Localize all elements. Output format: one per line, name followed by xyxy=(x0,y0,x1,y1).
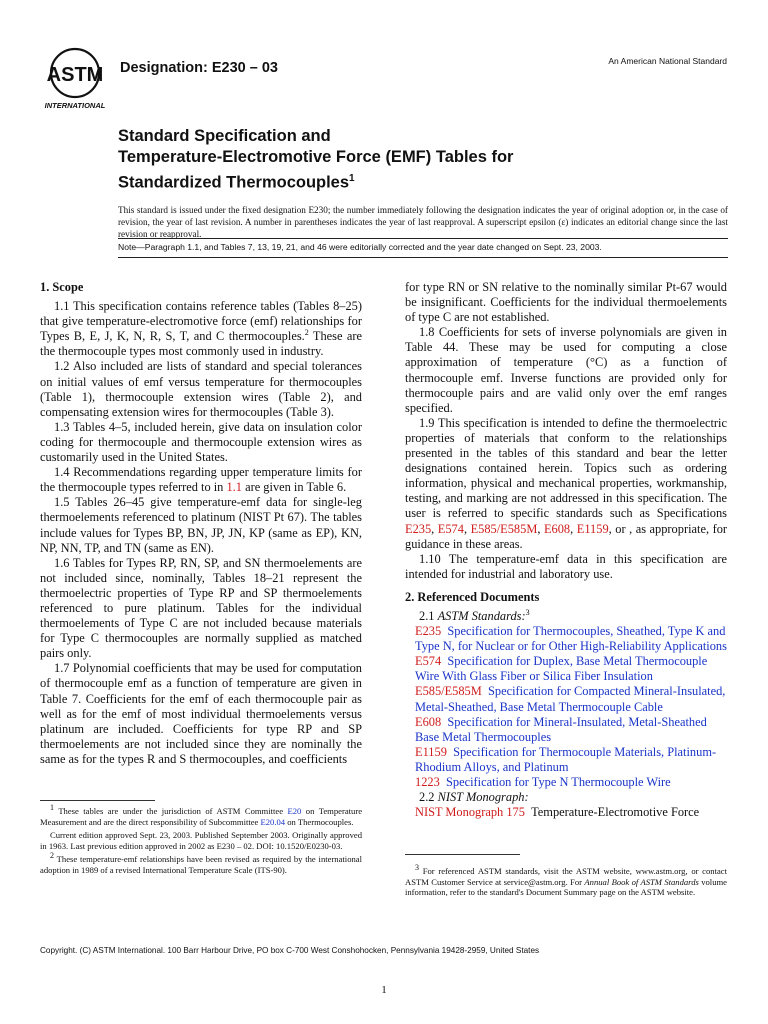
subsection-title: NIST Monograph: xyxy=(437,790,529,805)
title-line-1: Standard Specification and xyxy=(118,127,331,145)
paragraph-text: 1.9 This specification is intended to define the thermoelectric properties of materials that conform to the relationships presented in the tables of this standard and bear the letter designations contained herein. Topics such as ordering information, physical and mechanical properties, workmanship, testing, and marking are not addressed in this specification. The user is referred to specific standards such as Specifications xyxy=(405,415,727,521)
paragraph-text: 1.1 This specification contains reference tables (Tables 8–25) that give temperature-electromotive force (emf) relationships for Types B, E, J, K, N, R, S, T, and C thermocouples. xyxy=(40,299,362,344)
reference-item xyxy=(405,715,727,745)
reference-title-link[interactable]: Specification for Compacted Mineral-Insulated, Metal-Sheathed, Base Metal Thermocouple Cable xyxy=(415,684,726,714)
paragraph-1-5: 1.5 Tables 26–45 give temperature-emf data for single-leg thermoelements referenced to platinum (NIST Pt 67). The tables include values for Types BP, BN, JP, JN, KP (same as EP), KN, NP, NN, TP, and TN (same as EN). xyxy=(40,495,362,555)
ref-link-e235[interactable]: E235 xyxy=(405,521,432,536)
title-line-3 xyxy=(118,168,678,194)
subsection-title: ASTM Standards: xyxy=(437,608,526,623)
paragraph-number: 2.2 xyxy=(419,790,438,805)
divider xyxy=(118,257,728,258)
ref-link-e608[interactable]: E608 xyxy=(543,521,571,536)
footnote-italic-text: Annual Book of ASTM Standards xyxy=(584,876,699,887)
paragraph-text: , or , as appropriate, for guidance in these areas. xyxy=(405,521,728,551)
paragraph-1-1 xyxy=(40,299,362,359)
footnote-current-edition: Current edition approved Sept. 23, 2003. Published September 2003. Originally approved in 1963. Last previous edition approved in 2002 as E230 – 02. DOI: 10.1520/E0230-03. xyxy=(40,830,362,851)
paragraph-1-9: 1.9 This specification is intended to define the thermoelectric properties of materials that conform to the relationships presented in the tables of this standard and bear the letter designations contained herein. Topics such as ordering information, physical and mechanical properties, workmanship, testing, and marking are not addressed in this specification. The user is referred to specific standards such as Specifications E235, E574, E585/E585M, E608, E1159, or , as appropriate, for guidance in these areas. xyxy=(405,415,728,551)
paragraph-1-2: 1.2 Also included are lists of standard and special tolerances on initial values of emf versus temperature for thermocouples (Table 1), thermocouple extension wires (Table 2), and compensating extension wires for thermocouples (Table 3). xyxy=(40,359,362,419)
divider xyxy=(118,238,728,239)
paragraph-1-7: 1.7 Polynomial coefficients that may be used for computation of thermocouple emf as a function of temperature are given in Table 7. Coefficients for the emf of each thermocouple pair as well as for the emf of most individual thermoelements versus platinum are included. Coefficients for type RP and SP thermoelements are not included since they are nominally the same as for the types R and S thermocouples, and coefficients xyxy=(40,661,362,766)
reference-title-link[interactable]: Specification for Thermocouple Materials, Platinum-Rhodium Alloys, and Platinum xyxy=(415,744,717,774)
paragraph-1-3: 1.3 Tables 4–5, included herein, give data on insulation color coding for thermocouple and thermocouple extension wires as customarily used in the United States. xyxy=(40,419,362,465)
footnote-text: For referenced ASTM standards, visit the ASTM website, www.astm.org, or contact ASTM Customer Service at service@astm.org. For xyxy=(405,866,727,887)
title-footnote-marker: 1 xyxy=(349,173,355,184)
reference-item xyxy=(405,775,727,790)
ref-link-e585[interactable]: E585/E585M xyxy=(470,521,538,536)
footnote-2 xyxy=(40,851,362,875)
reference-item xyxy=(405,805,727,820)
footnote-marker: 3 xyxy=(415,863,419,873)
paragraph-2-2 xyxy=(405,790,727,805)
copyright-notice: Copyright. (C) ASTM International. 100 Barr Harbour Drive, PO box C-700 West Conshohocken, Pennsylvania 19428-2959, United States xyxy=(40,946,540,955)
american-national-standard: An American National Standard xyxy=(608,56,727,66)
ref-link-e574[interactable]: E574 xyxy=(437,521,464,536)
footnote-divider xyxy=(405,854,520,855)
reference-title-link[interactable]: Specification for Type N Thermocouple Wire xyxy=(445,775,671,789)
logo-text: ASTM xyxy=(46,64,104,86)
page-number: 1 xyxy=(381,984,387,996)
reference-title-link[interactable]: Specification for Thermocouples, Sheathed, Type K and Type N, for Nuclear or for Other High-Reliability Applications xyxy=(415,624,727,654)
footnote-text: volume information, refer to the standard's Document Summary page on the ASTM website. xyxy=(405,876,727,898)
section-heading-referenced-documents: 2. Referenced Documents xyxy=(405,589,540,604)
reference-title: Temperature-Electromotive Force xyxy=(531,805,700,820)
paragraph-text: are given in Table 6. xyxy=(241,480,347,495)
footnote-1 xyxy=(40,803,363,827)
reference-code-link[interactable]: 1223 xyxy=(415,775,440,789)
paragraph-1-8: 1.8 Coefficients for sets of inverse polynomials are given in Table 44. These may be used for computing a close approximation of temperature (°C) as a function of thermocouple emf. Inverse functions are provided only for thermocouple pairs and are valid only over the emf ranges specified. xyxy=(405,325,727,415)
footnote-3 xyxy=(405,863,727,898)
issuance-notice: This standard is issued under the fixed designation E230; the number immediately following the designation indicates the year of original adoption or, in the case of revision, the year of last revision. A number in parentheses indicates the year of last reapproval. A superscript epsilon (ε) indicates an editorial change since the last revision or reapproval. xyxy=(118,205,728,239)
reference-code-link[interactable]: E608 xyxy=(415,714,442,729)
paragraph-number: 2.1 xyxy=(419,608,438,623)
committee-link[interactable]: E20 xyxy=(287,806,302,816)
reference-title-link[interactable]: Specification for Mineral-Insulated, Metal-Sheathed Base Metal Thermocouples xyxy=(415,714,707,744)
left-column xyxy=(40,280,362,767)
footnote-divider xyxy=(40,800,155,801)
footnotes-right xyxy=(405,863,727,901)
paragraph-1-7-continued: for type RN or SN relative to the nominally similar Pt-67 would be insignificant. Coefficients for the individual thermoelements of type C are not established. xyxy=(405,280,727,325)
reference-code-link[interactable]: E574 xyxy=(415,654,442,669)
reference-code-link[interactable]: NIST Monograph 175 xyxy=(415,805,525,820)
paragraph-1-4 xyxy=(40,465,362,495)
paragraph-text: 1.4 Recommendations regarding upper temperature limits for the thermocouple types referred to in xyxy=(40,465,362,495)
right-column xyxy=(405,280,727,820)
designation: Designation: E230 – 03 xyxy=(120,60,278,76)
footnote-marker: 1 xyxy=(50,803,54,813)
section-link-1-1[interactable]: 1.1 xyxy=(226,480,242,495)
paragraph-text: These are the thermocouple types most commonly used in industry. xyxy=(40,329,362,359)
reference-item xyxy=(405,624,727,654)
paragraph-2-1 xyxy=(405,609,727,624)
footnote-marker: 2 xyxy=(304,328,309,338)
paragraph-1-10: 1.10 The temperature-emf data in this specification are intended for industrial and laboratory use. xyxy=(405,551,727,581)
astm-logo xyxy=(38,46,112,112)
reference-code-link[interactable]: E585/E585M xyxy=(415,684,482,699)
reference-item xyxy=(405,654,727,684)
section-heading-scope: 1. Scope xyxy=(40,280,84,294)
reference-code-link[interactable]: E1159 xyxy=(415,744,447,759)
document-title xyxy=(118,126,678,194)
footnote-marker: 2 xyxy=(50,851,54,861)
reference-code-link[interactable]: E235 xyxy=(415,624,442,639)
paragraph-1-6: 1.6 Tables for Types RP, RN, SP, and SN thermoelements are not included since, nominally, Tables 18–21 represent the thermoelectric properties of Type RP and SP thermoelements referenced to pure platinum. Tables for the individual thermoelements of Type C are not included because materials for Type C thermocouples are normally supplied as matched pairs only. xyxy=(40,555,362,661)
footnote-text: on Thermocouples. xyxy=(285,816,354,827)
reference-title-link[interactable]: Specification for Duplex, Base Metal Thermocouple Wire With Glass Fiber or Silica Fiber Insulation xyxy=(415,654,708,684)
title-line-2: Temperature-Electromotive Force (EMF) Tables for xyxy=(118,148,514,166)
subcommittee-link[interactable]: E20.04 xyxy=(260,816,286,827)
reference-item xyxy=(405,684,727,714)
reference-item xyxy=(405,745,727,775)
editorial-note: Note—Paragraph 1.1, and Tables 7, 13, 19, 21, and 46 were editorially corrected and the year date changed on Sept. 23, 2003. xyxy=(118,242,602,252)
ref-link-e1159[interactable]: E1159 xyxy=(576,521,609,536)
title-line-3-text: Standardized Thermocouples xyxy=(118,173,350,192)
footnote-text: on Temperature Measurement and are the direct responsibility of Subcommittee xyxy=(40,806,363,827)
footnote-text: These tables are under the jurisdiction of ASTM Committee xyxy=(58,806,288,816)
footnote-text: These temperature-emf relationships have been revised as required by the international adoption in 1989 of a revised International Temperature Scale (ITS-90). xyxy=(40,854,362,875)
logo-subtext: INTERNATIONAL xyxy=(44,101,106,110)
footnotes-left xyxy=(40,803,363,879)
footnote-marker: 3 xyxy=(525,607,530,617)
